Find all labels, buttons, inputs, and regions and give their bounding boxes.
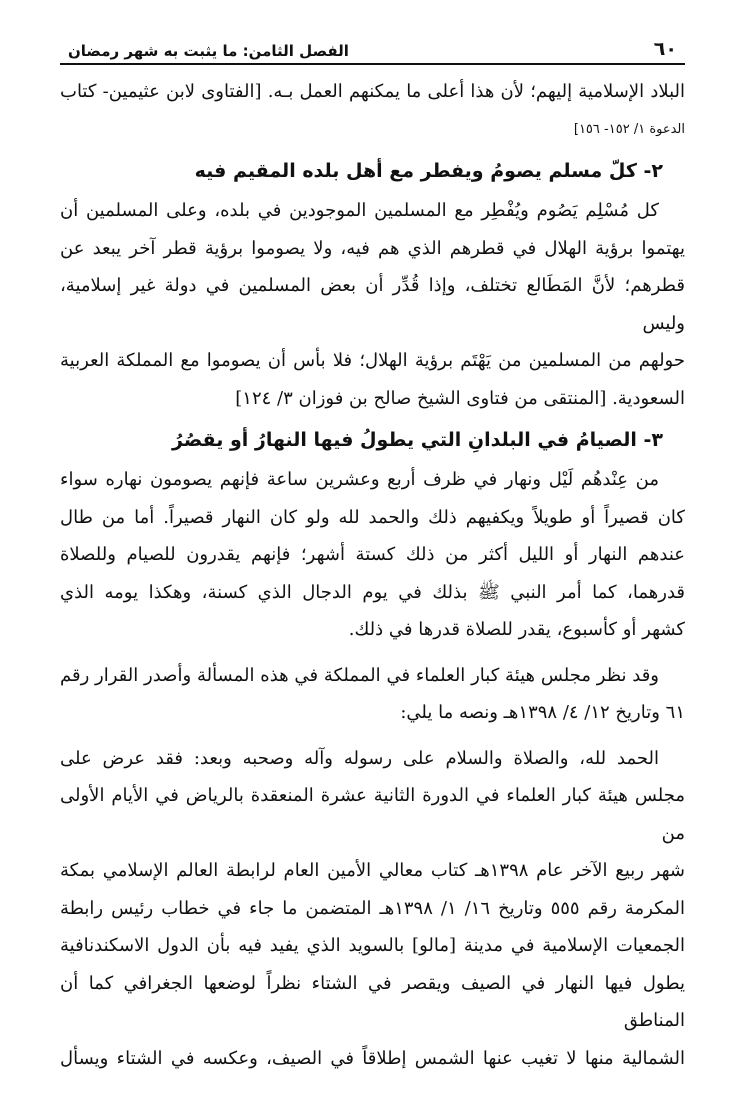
text-line: حولهم من المسلمين من يَهْتَم برؤية الهلال؛ فلا بأس أن يصوموا مع المملكة العربية (60, 350, 685, 371)
text-line: المكرمة رقم ٥٥٥ وتاريخ ١٦/ ١/ ١٣٩٨هـ المتضمن ما جاء في خطاب رئيس رابطة (60, 897, 685, 919)
text-line: السعودية. [المنتقى من فتاوى الشيخ صالح بن فوزان ٣/ ١٢٤] (235, 387, 685, 409)
section-heading: ٢- كلّ مسلم يصومُ ويفطر مع أهل بلده المقيم فيه (194, 160, 663, 182)
chapter-title: الفصل الثامن: ما يثبت به شهر رمضان (68, 42, 349, 60)
paragraph-continuation (60, 73, 685, 148)
text-line: وقد نظر مجلس هيئة كبار العلماء في المملكة في هذه المسألة وأصدر القرار رقم (60, 664, 659, 686)
paragraph (60, 657, 685, 732)
book-page (60, 38, 685, 1077)
text-line: مجلس هيئة كبار العلماء في الدورة الثانية عشرة المنعقدة بالرياض في الأيام الأولى من (60, 785, 685, 844)
paragraph (60, 740, 685, 1078)
text-line: الشمالية منها لا تغيب عنها الشمس إطلاقاً في الصيف، وعكسه في الشتاء ويسأل (60, 1047, 685, 1069)
text-line: الجمعيات الإسلامية في مدينة [مالو] بالسويد الذي يفيد فيه بأن الدول الاسكندنافية (60, 935, 685, 956)
text-line: يطول فيها النهار في الصيف ويقصر في الشتاء نظراً لوضعها الجغرافي كما أن المناطق (60, 972, 685, 1031)
page-number: ٦٠ (653, 38, 677, 60)
text-line: ٦١ وتاريخ ١٢/ ٤/ ١٣٩٨هـ ونصه ما يلي: (400, 702, 685, 723)
text-line: كشهر أو كأسبوع، يقدر للصلاة قدرها في ذلك. (348, 619, 685, 640)
reference-line: الدعوة ١/ ١٥٢- ١٥٦] (573, 121, 685, 137)
text-line: البلاد الإسلامية إليهم؛ لأن هذا أعلى ما يمكنهم العمل بـه. [الفتاوى لابن عثيمين- كتاب (60, 81, 685, 102)
text-line: شهر ربيع الآخر عام ١٣٩٨هـ كتاب معالي الأمين العام لرابطة العالم الإسلامي بمكة (60, 860, 685, 881)
text-line: من عِنْدهُم لَيْل ونهار في ظرف أربع وعشرين ساعة فإنهم يصومون نهاره سواء (60, 469, 659, 490)
section-heading: ٣- الصيامُ في البلدانِ التي يطولُ فيها النهارُ أو يقصُرُ (172, 429, 663, 451)
text-line: قطرهم؛ لأنَّ المَطَالع تختلف، وإذا قُدِّر أن بعض المسلمين في دولة غير إسلامية، وليس (60, 275, 685, 334)
text-line: الحمد لله، والصلاة والسلام على رسوله وآله وصحبه وبعد: فقد عرض على (60, 747, 659, 769)
text-line: عندهم النهار أو الليل أكثر من ذلك كستة أشهر؛ فإنهم يقدرون للصيام وللصلاة (60, 544, 685, 565)
paragraph (60, 192, 685, 417)
text-line: يهتموا برؤية الهلال في قطرهم الذي هم فيه، ولا يصوموا برؤية قطر آخر يبعد عن (60, 237, 685, 259)
text-line: كل مُسْلِم يَصُوم ويُفْطِر مع المسلمين الموجودين في بلده، وعلى المسلمين أن (60, 200, 659, 221)
page-header (60, 38, 685, 63)
paragraph (60, 461, 685, 649)
text-line: قدرهما، كما أمر النبي ﷺ بذلك في يوم الدجال الذي كسنة، وهكذا يومه الذي (60, 581, 685, 603)
text-line: كان قصيراً أو طويلاً ويكفيهم ذلك والحمد لله ولو كان النهار قصيراً. أما من طال (60, 506, 685, 528)
